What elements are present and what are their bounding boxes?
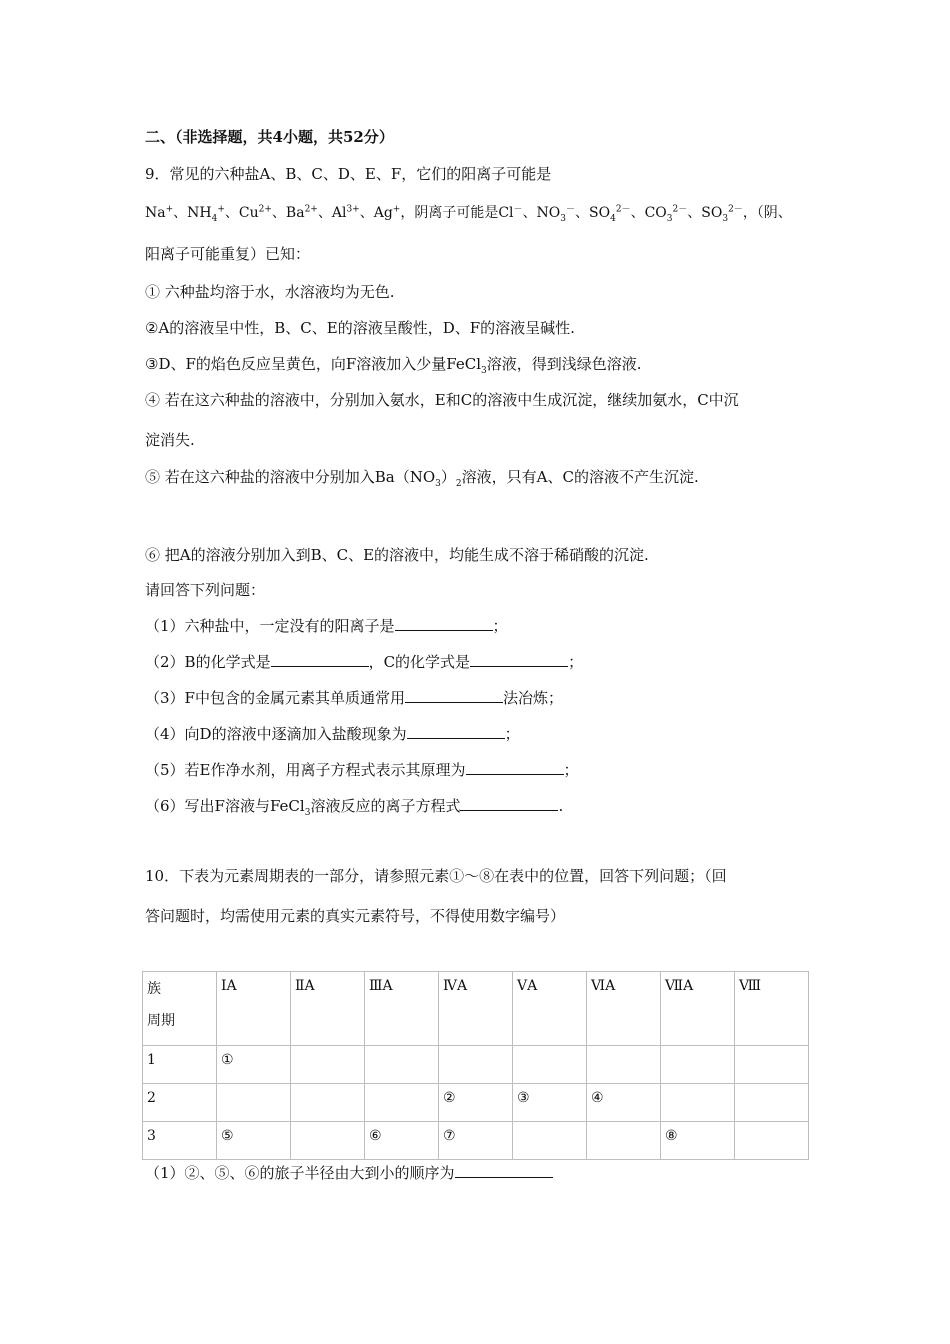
group-header: Ⅷ [735, 972, 809, 1046]
table-cell [291, 1084, 365, 1122]
table-cell: ⑦ [439, 1122, 513, 1160]
table-cell [365, 1084, 439, 1122]
table-cell: ④ [587, 1084, 661, 1122]
table-row [143, 1122, 809, 1160]
group-header: ⅤA [513, 972, 587, 1046]
table-cell [513, 1046, 587, 1084]
group-header: ⅦA [661, 972, 735, 1046]
group-header: ⅣA [439, 972, 513, 1046]
answer-blank[interactable] [405, 688, 503, 703]
q9-ion-list: Na+、$NH_4^+$、$Cu^{2+}$、$Ba^{2+}$、$Al^{3+}$、Ag+，阴离子可能是Cl－、$NO_3^-$、$SO_4^{2-}$、$CO_3^{2-}$、$SO_3^{2-}$，（阴、 [145, 204, 792, 224]
table-cell: ⑥ [365, 1122, 439, 1160]
q9-condition-3: ③D、F的焰色反应呈黄色，向F溶液加入少量FeCl$_3$溶液，得到浅绿色溶液. [145, 355, 642, 376]
q9-part-1: （1）六种盐中，一定没有的阳离子是 ； [145, 617, 508, 635]
table-cell: ② [439, 1084, 513, 1122]
table-cell: ③ [513, 1084, 587, 1122]
answer-blank[interactable] [470, 652, 568, 667]
answer-blank[interactable] [407, 724, 505, 739]
table-cell [291, 1122, 365, 1160]
table-cell [587, 1122, 661, 1160]
q9-condition-2: ②A的溶液呈中性，B、C、E的溶液呈酸性，D、F的溶液呈碱性. [145, 319, 575, 337]
q9-condition-1: ① 六种盐均溶于水，水溶液均为无色. [145, 283, 395, 301]
table-row [143, 1046, 809, 1084]
q10-part-1: （1）②、⑤、⑥的旅子半径由大到小的顺序为 [145, 1163, 553, 1183]
q9-condition-4-cont: 淀消失. [145, 431, 195, 449]
q9-part-6: （6）写出F溶液与FeCl$_3$溶液反应的离子方程式 . [145, 797, 564, 818]
period-label: 3 [143, 1122, 217, 1160]
table-cell: ⑧ [661, 1122, 735, 1160]
table-cell [439, 1046, 513, 1084]
answer-blank[interactable] [460, 796, 558, 811]
q9-part-3: （3）F中包含的金属元素其单质通常用 法冶炼； [145, 689, 563, 707]
table-corner: 族 周期 [143, 972, 217, 1046]
q10-intro-line2: 答问题时，均需使用元素的真实元素符号，不得使用数字编号） [145, 907, 566, 925]
table-row [143, 1084, 809, 1122]
table-cell [365, 1046, 439, 1084]
q9-ion-line2: 阳离子可能重复）已知： [145, 245, 311, 263]
table-cell: ⑤ [217, 1122, 291, 1160]
table-cell [513, 1122, 587, 1160]
group-header: ⅢA [365, 972, 439, 1046]
answer-blank[interactable] [395, 616, 493, 631]
q9-condition-6: ⑥ 把A的溶液分别加入到B、C、E的溶液中，均能生成不溶于稀硝酸的沉淀. [145, 546, 649, 564]
table-cell [587, 1046, 661, 1084]
group-header: ⅠA [217, 972, 291, 1046]
table-cell: ① [217, 1046, 291, 1084]
table-cell [661, 1084, 735, 1122]
period-label: 2 [143, 1084, 217, 1122]
q9-part-5: （5）若E作净水剂，用离子方程式表示其原理为 ； [145, 761, 579, 779]
group-header: ⅥA [587, 972, 661, 1046]
q10-intro-line1: 10．下表为元素周期表的一部分，请参照元素①～⑧在表中的位置，回答下列问题；（回 [145, 867, 727, 885]
q9-ask: 请回答下列问题： [145, 581, 266, 599]
q9-part-4: （4）向D的溶液中逐滴加入盐酸现象为 ； [145, 725, 520, 743]
table-cell [291, 1046, 365, 1084]
answer-blank[interactable] [466, 760, 564, 775]
q9-condition-5: ⑤ 若在这六种盐的溶液中分别加入$Ba(NO_3)_2$溶液，只有A、C的溶液不产生沉淀. [145, 468, 699, 489]
section-title: 二、（非选择题，共4小题，共52分） [145, 128, 394, 146]
period-label: 1 [143, 1046, 217, 1084]
periodic-table [142, 971, 809, 1160]
table-cell [217, 1084, 291, 1122]
table-cell [735, 1122, 809, 1160]
group-header: ⅡA [291, 972, 365, 1046]
answer-blank[interactable] [455, 1163, 553, 1178]
table-cell [735, 1084, 809, 1122]
table-cell [661, 1046, 735, 1084]
answer-blank[interactable] [271, 652, 369, 667]
q9-part-2: （2）B的化学式是 ，C的化学式是 ； [145, 653, 584, 671]
q9-condition-4: ④ 若在这六种盐的溶液中，分别加入氨水，E和C的溶液中生成沉淀，继续加氨水，C中沉 [145, 391, 739, 409]
q9-intro: 9．常见的六种盐A、B、C、D、E、F，它们的阳离子可能是 [145, 165, 552, 183]
table-cell [735, 1046, 809, 1084]
